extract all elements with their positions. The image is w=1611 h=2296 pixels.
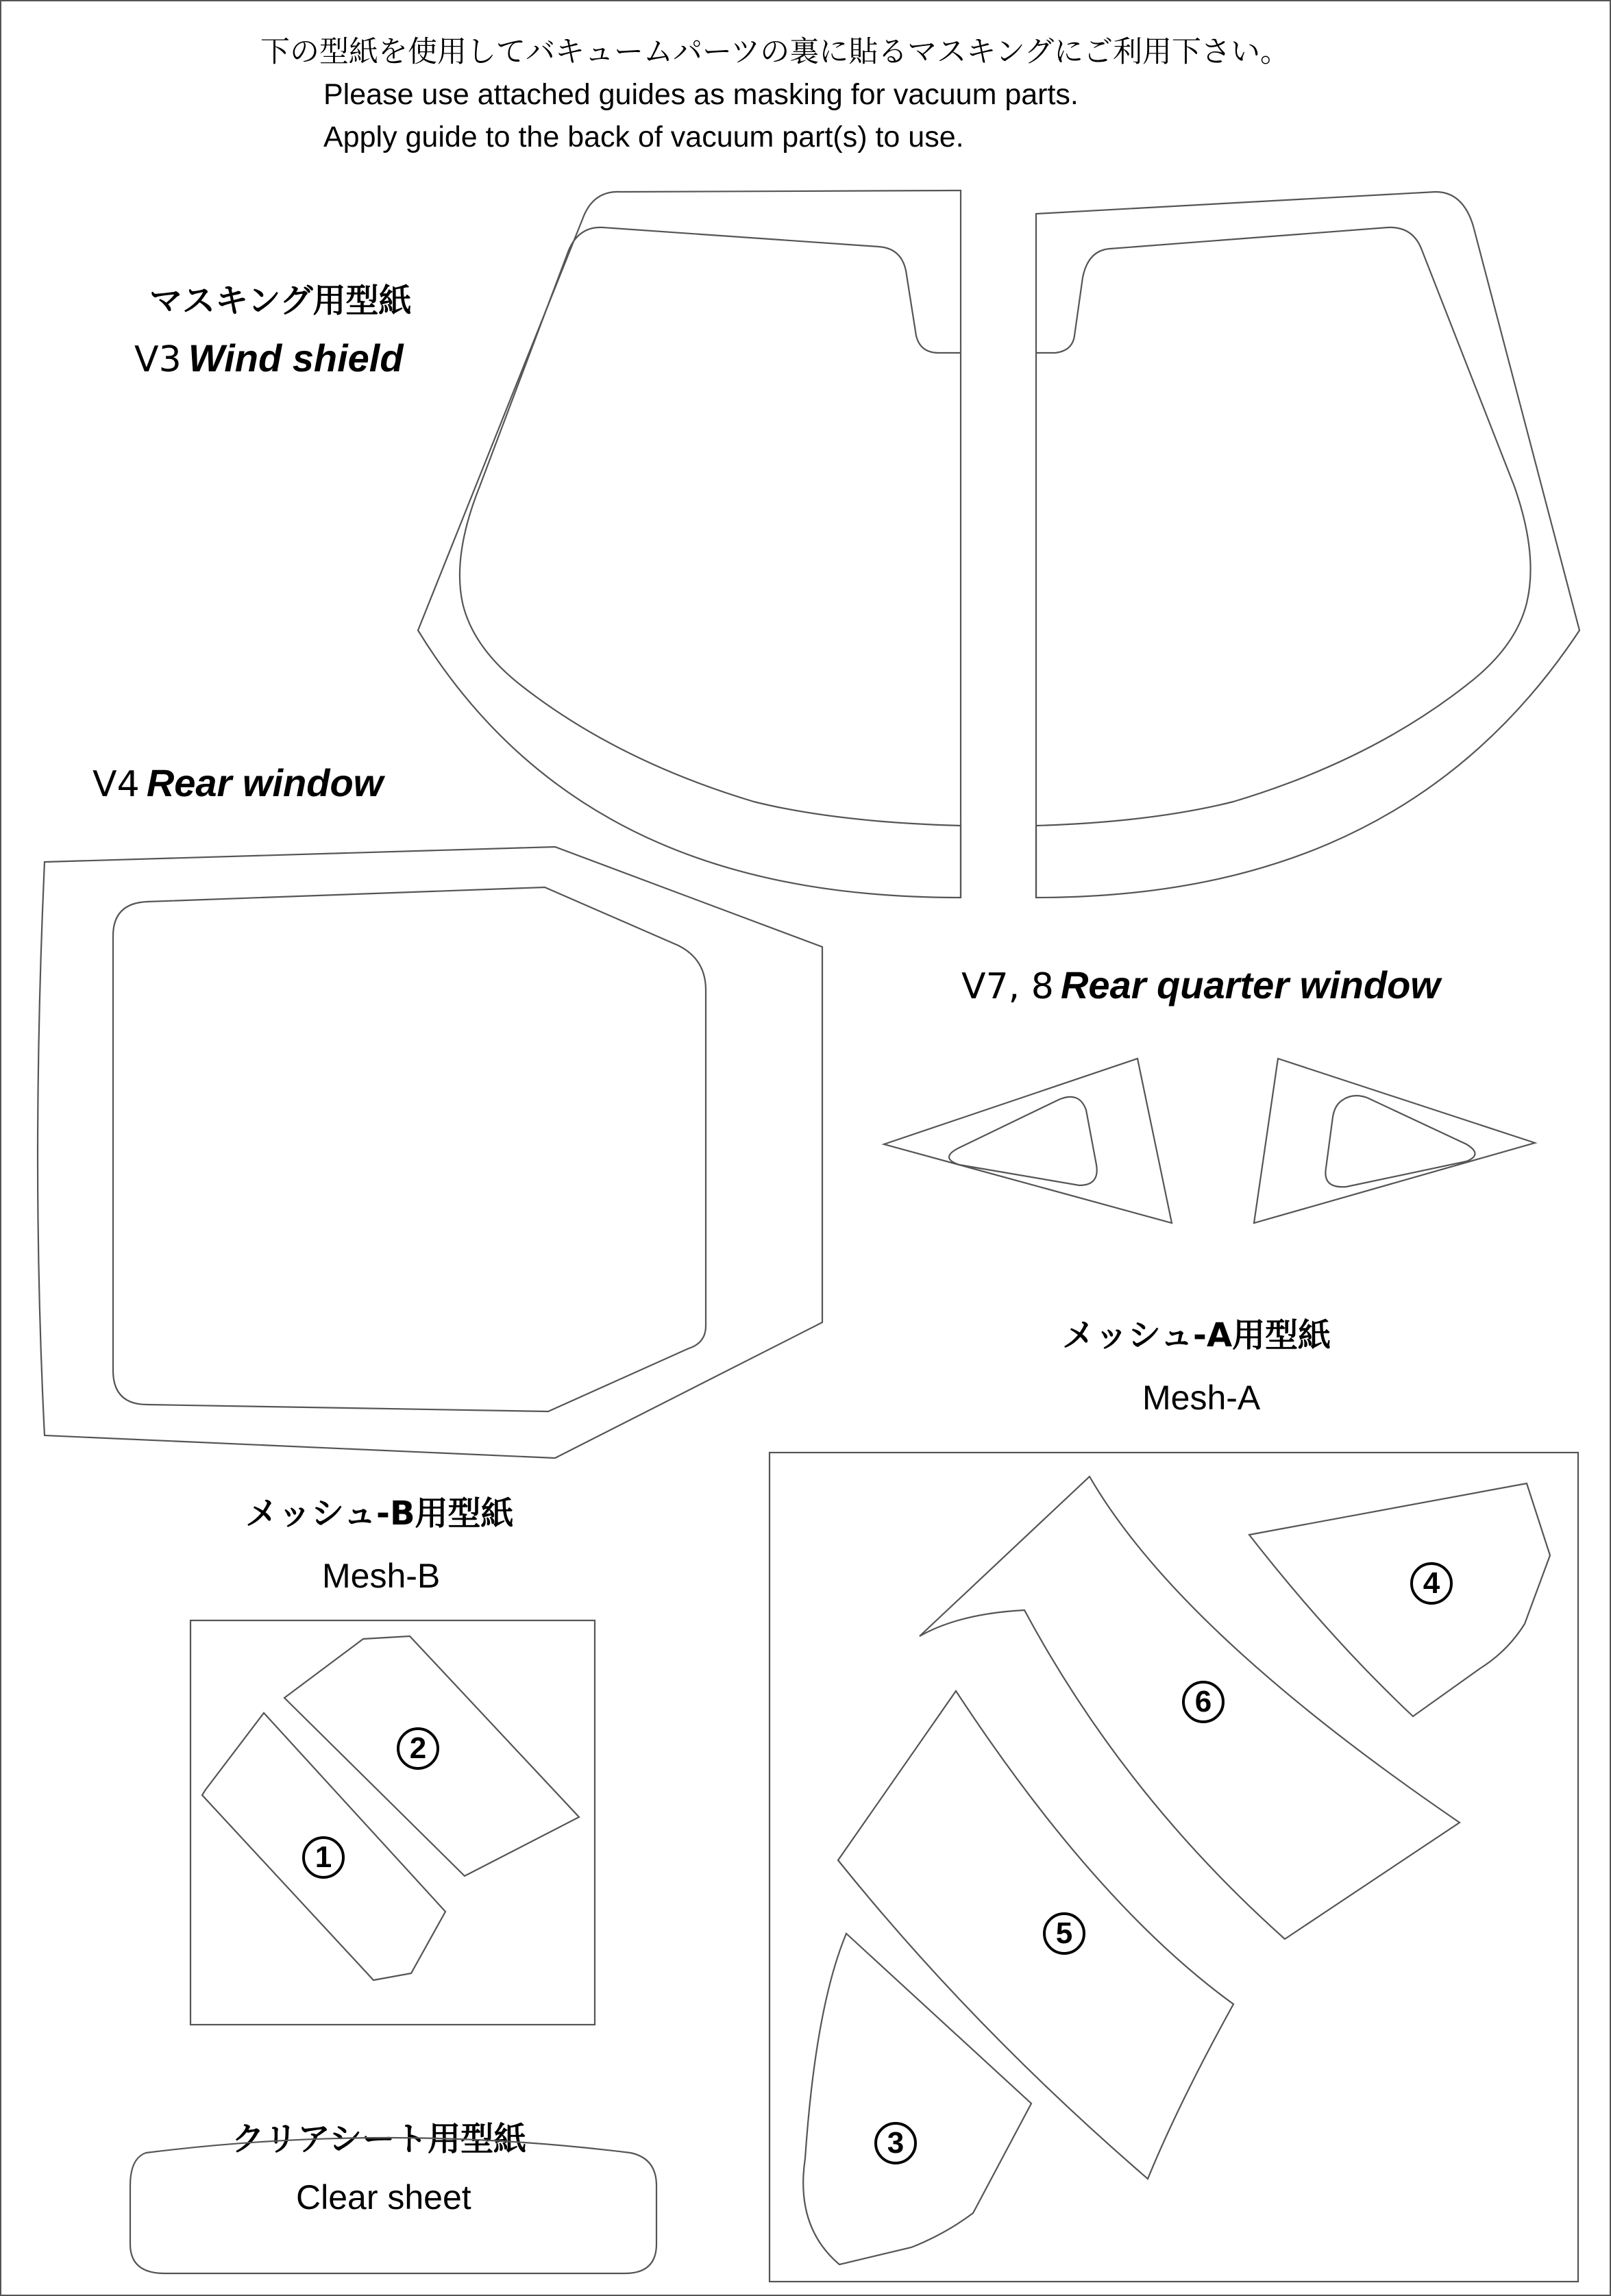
clear-sheet-outline	[130, 2138, 656, 2273]
windshield-left-outline	[418, 190, 961, 898]
windshield-right-outline	[1036, 192, 1579, 898]
instruction-en-1: Please use attached guides as masking for vacuum parts.	[323, 78, 1079, 111]
mesh-a-number-4: 4	[1410, 1562, 1453, 1605]
windshield-jp-title: マスキング用型紙	[149, 282, 412, 320]
instruction-en-2: Apply guide to the back of vacuum part(s) to use.	[323, 121, 964, 153]
rear-quarter-right-outline	[1254, 1059, 1535, 1223]
mesh-a-number-5: 5	[1043, 1912, 1085, 1955]
rear-quarter-left-outline	[884, 1059, 1172, 1223]
mesh-a-part-3	[803, 1934, 1031, 2264]
windshield-name: Wind shield	[188, 336, 404, 380]
rear-window-code: V4	[93, 764, 140, 805]
instruction-jp: 下の型紙を使用してバキュームパーツの裏に貼るマスキングにご利用下さい。	[260, 35, 1290, 69]
clear-sheet-title: Clear sheet	[296, 2178, 471, 2217]
windshield-code: V3	[134, 339, 182, 380]
rear-quarter-left-inner	[949, 1097, 1097, 1185]
rear-window-name: Rear window	[146, 761, 384, 804]
mesh-b-number-2: 2	[397, 1727, 439, 1770]
rear-window-inner	[113, 887, 706, 1411]
mesh-a-jp-title: メッシュ-A用型紙	[1062, 1316, 1331, 1355]
mesh-a-number-3: 3	[874, 2122, 917, 2164]
mesh-a-title: Mesh-A	[1142, 1379, 1261, 1417]
rear-quarter-name: Rear quarter window	[1060, 963, 1440, 1007]
mesh-b-frame	[190, 1620, 595, 2025]
mesh-b-number-1: 1	[302, 1836, 345, 1879]
clear-sheet-jp-title: クリアシート用型紙	[232, 2120, 527, 2158]
rear-quarter-code: V7, 8	[961, 966, 1054, 1007]
windshield-right-inner	[1036, 227, 1531, 826]
mesh-a-part-5	[838, 1691, 1233, 2179]
windshield-left-inner	[460, 227, 961, 826]
rear-quarter-right-inner	[1325, 1096, 1475, 1187]
mesh-b-title: Mesh-B	[322, 1557, 441, 1595]
rear-window-outline	[38, 847, 822, 1458]
mesh-b-jp-title: メッシュ-B用型紙	[245, 1494, 514, 1533]
mesh-a-part-4	[1249, 1483, 1550, 1716]
mesh-a-number-6: 6	[1182, 1681, 1225, 1723]
